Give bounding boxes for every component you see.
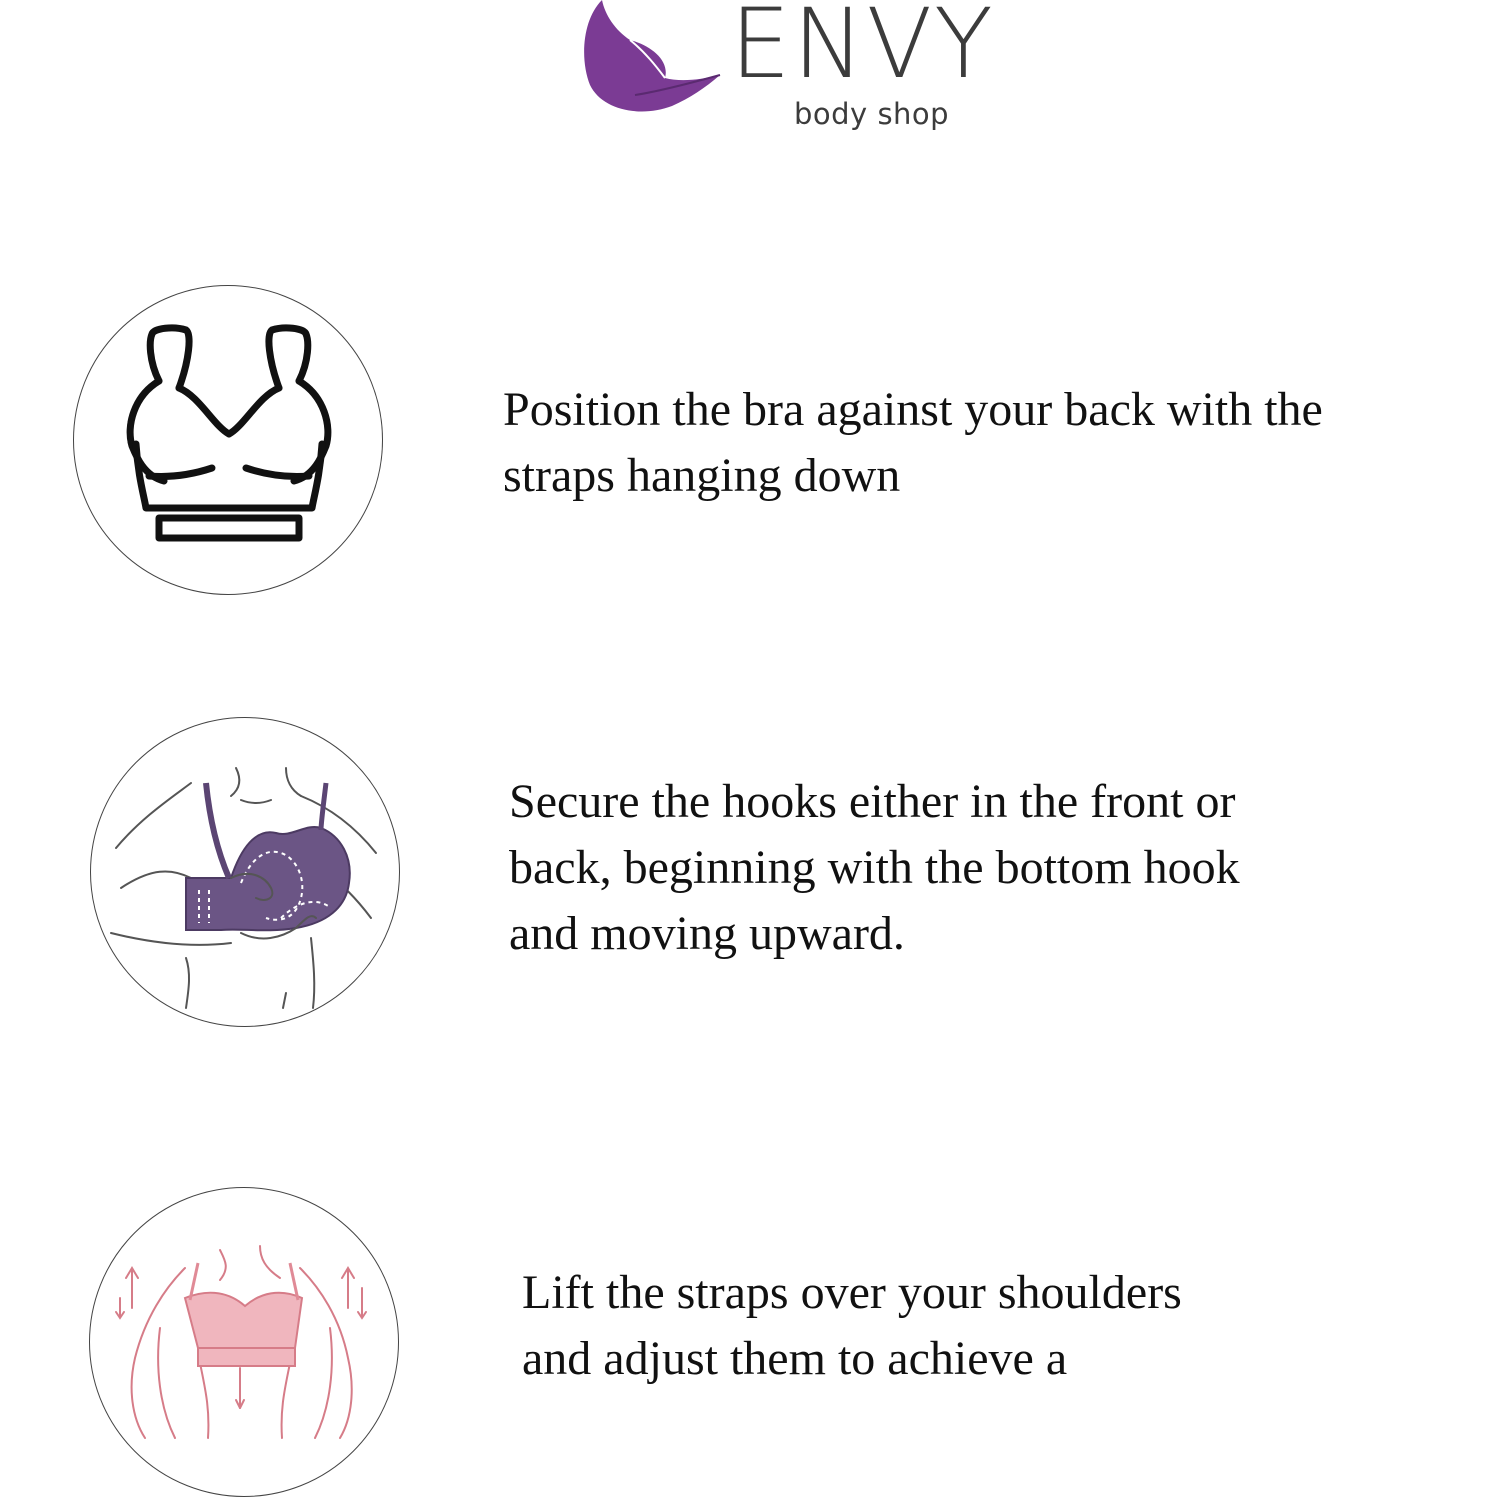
step-1-line-1: Position the bra against your back with the: [503, 383, 1323, 436]
butterfly-icon: [580, 0, 730, 120]
step-2-line-2: back, beginning with the bottom hook: [509, 841, 1240, 894]
step-2-illustration: [90, 717, 400, 1027]
step-2-line-1: Secure the hooks either in the front or: [509, 775, 1236, 828]
step-3-line-2: and adjust them to achieve a: [522, 1332, 1068, 1385]
step-3-illustration: [89, 1187, 399, 1497]
step-2-text: [509, 769, 1409, 967]
hook-fastening-illustration: [91, 718, 400, 1027]
brand-name: ENVY: [730, 0, 995, 100]
brand-tagline: body shop: [794, 97, 950, 131]
step-3-text: [522, 1260, 1422, 1392]
step-3-line-1: Lift the straps over your shoulders: [522, 1266, 1182, 1319]
bra-outline-icon: [74, 286, 383, 595]
step-2-line-3: and moving upward.: [509, 907, 905, 960]
step-1-line-2: straps hanging down: [503, 449, 901, 502]
strap-adjust-illustration: [90, 1188, 399, 1497]
step-1-illustration: [73, 285, 383, 595]
step-1-text: [503, 377, 1473, 509]
brand-logo: [580, 0, 1030, 140]
